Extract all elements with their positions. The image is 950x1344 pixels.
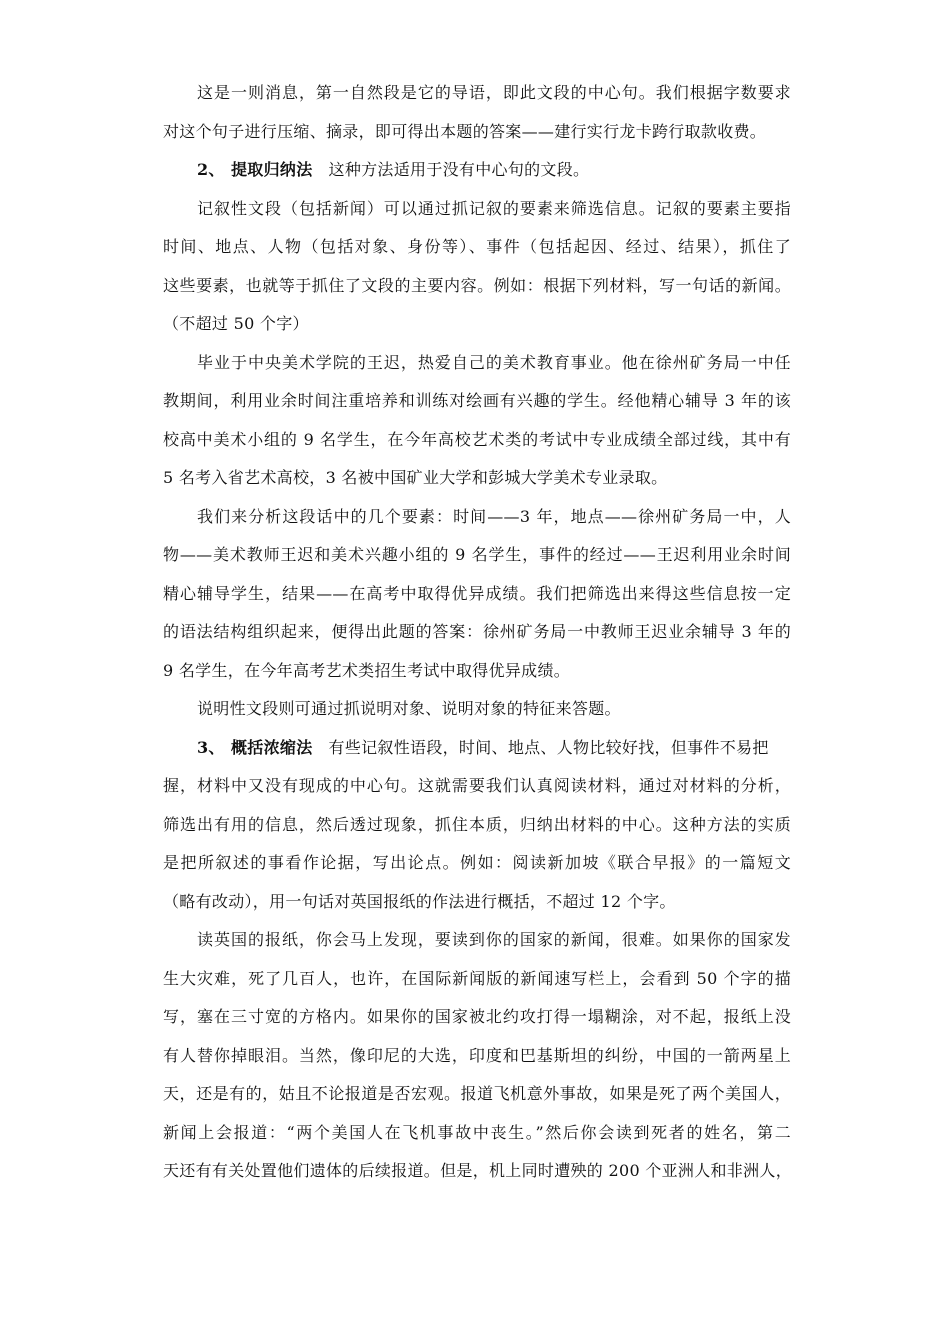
text-line: 写，塞在三寸宽的方格内。如果你的国家被北约攻打得一塌糊涂，对不起，报纸上没 xyxy=(163,1007,791,1026)
text-line: 新闻上会报道：“两个美国人在飞机事故中丧生。”然后你会读到死者的姓名，第二 xyxy=(163,1122,791,1142)
text-line: 天还有有关处置他们遗体的后续报道。但是，机上同时遭殃的 200 个亚洲人和非洲人， xyxy=(163,1161,793,1180)
section-number: 2、 xyxy=(197,160,225,179)
section-title: 提取归纳法 xyxy=(231,160,313,179)
section-heading-line xyxy=(163,151,791,190)
text-line: 说明性文段则可通过抓说明对象、说明对象的特征来答题。 xyxy=(197,699,621,718)
text-line: 毕业于中央美术学院的王迟，热爱自己的美术教育事业。他在徐州矿务局一中任 xyxy=(197,352,791,372)
text-line: 有人替你掉眼泪。当然，像印尼的大选，印度和巴基斯坦的纠纷，中国的一箭两星上 xyxy=(163,1045,791,1065)
text-line: 物——美术教师王迟和美术兴趣小组的 9 名学生，事件的经过——王迟利用业余时间 xyxy=(163,545,791,564)
text-line: 的语法结构组织起来，便得出此题的答案：徐州矿务局一中教师王迟业余辅导 3 年的 xyxy=(163,622,791,641)
text-line: 读英国的报纸，你会马上发现，要读到你的国家的新闻，很难。如果你的国家发 xyxy=(197,930,791,949)
text-line: 是把所叙述的事看作论据，写出论点。例如：阅读新加坡《联合早报》的一篇短文 xyxy=(163,853,791,872)
text-line: （不超过 50 个字） xyxy=(163,314,309,333)
text-line: 5 名考入省艺术高校，3 名被中国矿业大学和彭城大学美术专业录取。 xyxy=(163,468,668,487)
text-line: 精心辅导学生，结果——在高考中取得优异成绩。我们把筛选出来得这些信息按一定 xyxy=(163,583,791,603)
text-line: 校高中美术小组的 9 名学生，在今年高校艺术类的考试中专业成绩全部过线，其中有 xyxy=(163,429,791,449)
section-heading-line xyxy=(163,729,791,768)
text-line: 教期间，利用业余时间注重培养和训练对绘画有兴趣的学生。经他精心辅导 3 年的该 xyxy=(163,391,791,410)
section-title: 概括浓缩法 xyxy=(231,737,313,757)
section-intro-text: 这种方法适用于没有中心句的文段。 xyxy=(328,160,590,179)
text-line: 天，还是有的，姑且不论报道是否宏观。报道飞机意外事故，如果是死了两个美国人， xyxy=(163,1084,791,1103)
section-number: 3、 xyxy=(197,737,225,757)
text-line: 这些要素，也就等于抓住了文段的主要内容。例如：根据下列材料，写一句话的新闻。 xyxy=(163,275,791,295)
text-line: 记叙性文段（包括新闻）可以通过抓记叙的要素来筛选信息。记叙的要素主要指 xyxy=(197,198,791,218)
section-intro-text: 有些记叙性语段，时间、地点、人物比较好找，但事件不易把 xyxy=(328,737,769,757)
text-line: 9 名学生，在今年高考艺术类招生考试中取得优异成绩。 xyxy=(163,660,571,680)
text-line: （略有改动），用一句话对英国报纸的作法进行概括，不超过 12 个字。 xyxy=(163,891,676,911)
text-line: 生大灾难，死了几百人，也许，在国际新闻版的新闻速写栏上，会看到 50 个字的描 xyxy=(163,968,791,988)
text-line: 时间、地点、人物（包括对象、身份等）、事件（包括起因、经过、结果），抓住了 xyxy=(163,237,791,256)
text-line: 对这个句子进行压缩、摘录，即可得出本题的答案——建行实行龙卡跨行取款收费。 xyxy=(163,121,767,141)
text-line: 我们来分析这段话中的几个要素：时间——3 年，地点——徐州矿务局一中，人 xyxy=(197,506,791,526)
text-line: 握，材料中又没有现成的中心句。这就需要我们认真阅读材料，通过对材料的分析， xyxy=(163,776,791,795)
document-page xyxy=(163,74,791,1191)
text-line: 筛选出有用的信息，然后透过现象，抓住本质，归纳出材料的中心。这种方法的实质 xyxy=(163,814,791,834)
text-line: 这是一则消息，第一自然段是它的导语，即此文段的中心句。我们根据字数要求 xyxy=(197,83,791,102)
